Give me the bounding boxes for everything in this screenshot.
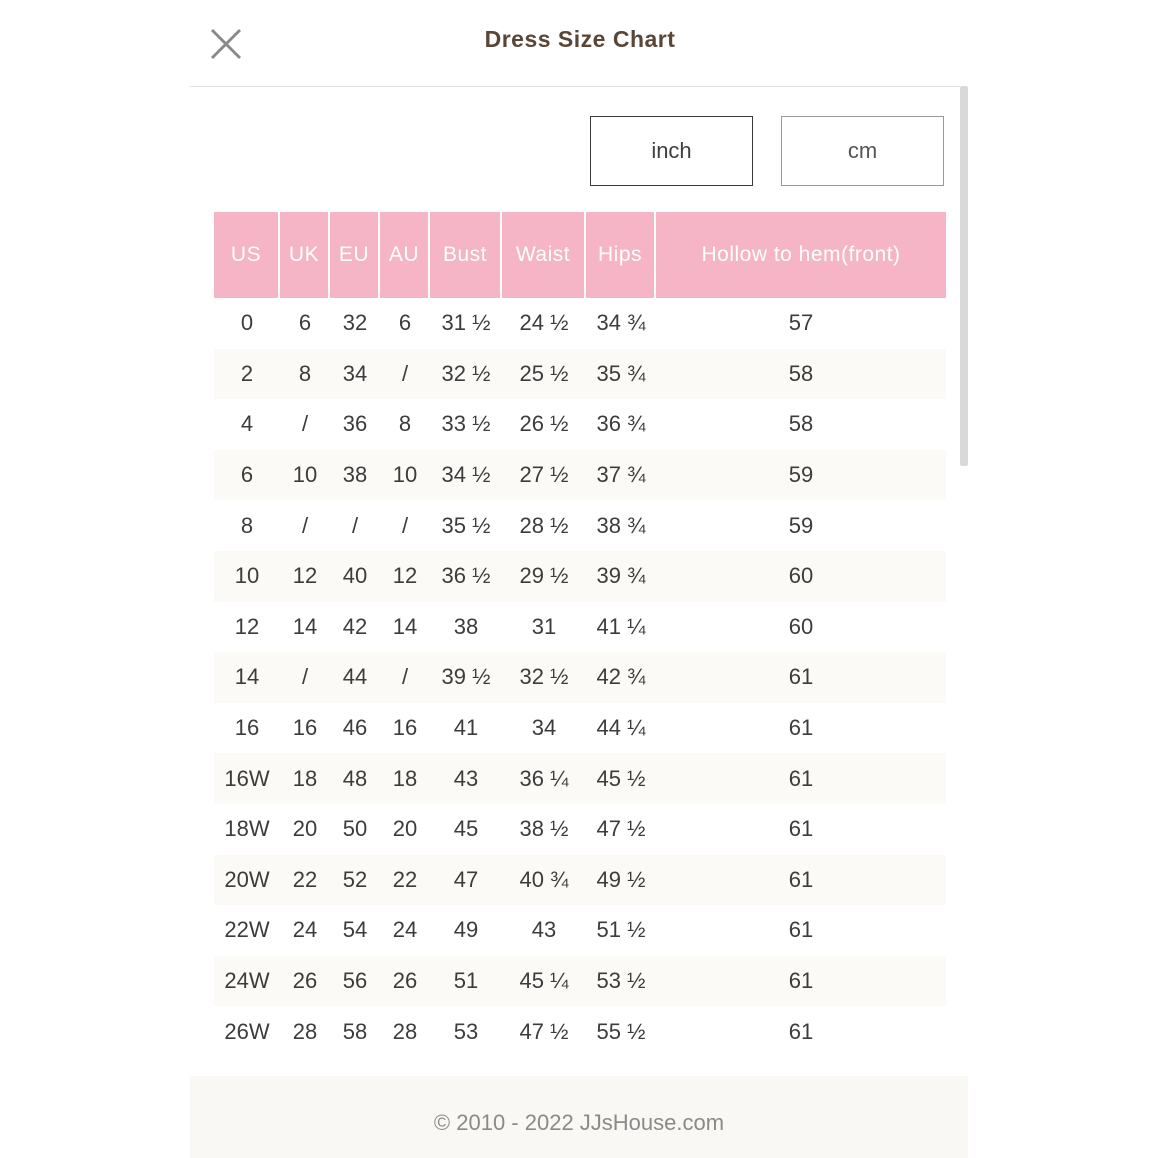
table-cell: 36 ½ bbox=[430, 551, 502, 602]
table-cell: 47 ½ bbox=[596, 816, 646, 842]
table-cell: 43 bbox=[531, 917, 557, 943]
footer bbox=[190, 1076, 968, 1158]
table-row bbox=[214, 399, 946, 450]
table-cell: 8 bbox=[398, 411, 412, 437]
table-cell: 46 bbox=[342, 715, 368, 741]
unit-inch-button[interactable]: inch bbox=[590, 116, 753, 186]
table-cell: 38 ½ bbox=[519, 816, 569, 842]
table-cell: 35 ½ bbox=[441, 512, 491, 538]
table-cell: 32 ½ bbox=[430, 349, 502, 400]
table-cell: 36 ¾ bbox=[596, 411, 646, 437]
table-row bbox=[214, 804, 946, 855]
table-cell: 50 bbox=[342, 816, 368, 842]
page-title: Dress Size Chart bbox=[484, 26, 676, 52]
table-cell: 12 bbox=[234, 613, 260, 639]
table-cell: 51 bbox=[430, 956, 502, 1007]
column-header: Bust bbox=[430, 212, 502, 298]
unit-cm-button[interactable]: cm bbox=[781, 116, 944, 186]
table-cell: / bbox=[380, 652, 430, 703]
table-cell: 33 ½ bbox=[441, 411, 491, 437]
table-row bbox=[214, 1006, 946, 1057]
table-cell: 61 bbox=[788, 816, 814, 842]
table-cell: 52 bbox=[330, 855, 380, 906]
table-cell: 58 bbox=[342, 1018, 368, 1044]
column-header: Hollow to hem(front) bbox=[656, 212, 946, 298]
table-cell: 59 bbox=[788, 512, 814, 538]
table-cell: 14 bbox=[292, 613, 318, 639]
table-cell: 49 ½ bbox=[586, 855, 656, 906]
table-row bbox=[214, 298, 946, 349]
table-cell: 28 bbox=[292, 1018, 318, 1044]
table-cell: 31 ½ bbox=[441, 310, 491, 336]
table-cell: 53 ½ bbox=[586, 956, 656, 1007]
table-row bbox=[214, 703, 946, 754]
table-cell: 61 bbox=[788, 917, 814, 943]
table-cell: 44 ¼ bbox=[596, 715, 646, 741]
size-chart-modal bbox=[190, 0, 968, 1158]
column-header: Hips bbox=[586, 212, 656, 298]
table-cell: 40 bbox=[330, 551, 380, 602]
table-cell: 53 bbox=[453, 1018, 479, 1044]
table-cell: / bbox=[351, 512, 359, 538]
table-cell: 37 ¾ bbox=[586, 450, 656, 501]
table-cell: / bbox=[380, 349, 430, 400]
table-cell: 41 ¼ bbox=[596, 613, 646, 639]
table-cell: 25 ½ bbox=[502, 349, 586, 400]
table-cell: 31 bbox=[531, 613, 557, 639]
table-cell: 24 bbox=[392, 917, 418, 943]
table-cell: 22 bbox=[280, 855, 330, 906]
table-cell: 61 bbox=[656, 652, 946, 703]
table-cell: 27 ½ bbox=[502, 450, 586, 501]
table-cell: 45 bbox=[453, 816, 479, 842]
table-body bbox=[214, 298, 946, 1057]
table-cell: 38 ¾ bbox=[596, 512, 646, 538]
table-row bbox=[214, 349, 946, 400]
table-cell: 22 bbox=[380, 855, 430, 906]
table-cell: 61 bbox=[656, 956, 946, 1007]
table-cell: / bbox=[401, 512, 409, 538]
column-header: UK bbox=[280, 212, 330, 298]
table-cell: 39 ½ bbox=[430, 652, 502, 703]
table-cell: 61 bbox=[656, 753, 946, 804]
table-cell: 38 bbox=[453, 613, 479, 639]
size-table bbox=[214, 212, 946, 1057]
table-cell: 24W bbox=[214, 956, 280, 1007]
table-cell: 57 bbox=[788, 310, 814, 336]
table-cell: 12 bbox=[380, 551, 430, 602]
table-cell: 8 bbox=[280, 349, 330, 400]
table-cell: 10 bbox=[280, 450, 330, 501]
table-cell: 51 ½ bbox=[596, 917, 646, 943]
table-cell: 35 ¾ bbox=[586, 349, 656, 400]
table-row bbox=[214, 956, 946, 1007]
table-cell: 34 bbox=[330, 349, 380, 400]
table-cell: 26W bbox=[224, 1018, 270, 1044]
table-cell: 58 bbox=[656, 349, 946, 400]
table-cell: 16 bbox=[392, 715, 418, 741]
table-cell: 4 bbox=[240, 411, 254, 437]
table-cell: 16 bbox=[234, 715, 260, 741]
table-cell: 26 ½ bbox=[519, 411, 569, 437]
table-cell: 12 bbox=[280, 551, 330, 602]
table-cell: 59 bbox=[656, 450, 946, 501]
table-cell: 61 bbox=[656, 855, 946, 906]
copyright-text: © 2010 - 2022 JJsHouse.com bbox=[433, 1110, 725, 1135]
table-cell: 60 bbox=[788, 613, 814, 639]
modal-header bbox=[190, 0, 960, 87]
column-header: US bbox=[214, 212, 280, 298]
table-cell: 38 bbox=[330, 450, 380, 501]
table-cell: 41 bbox=[453, 715, 479, 741]
table-cell: 47 bbox=[430, 855, 502, 906]
table-cell: 6 bbox=[398, 310, 412, 336]
table-cell: 34 ½ bbox=[430, 450, 502, 501]
table-cell: 48 bbox=[330, 753, 380, 804]
table-cell: 49 bbox=[453, 917, 479, 943]
table-cell: 47 ½ bbox=[519, 1018, 569, 1044]
table-cell: 61 bbox=[788, 1018, 814, 1044]
table-row bbox=[214, 753, 946, 804]
table-cell: 45 ½ bbox=[586, 753, 656, 804]
table-cell: / bbox=[280, 652, 330, 703]
table-cell: 32 ½ bbox=[502, 652, 586, 703]
table-cell: 16W bbox=[214, 753, 280, 804]
table-cell: 14 bbox=[392, 613, 418, 639]
table-cell: 36 bbox=[342, 411, 368, 437]
table-cell: / bbox=[301, 512, 309, 538]
table-cell: 54 bbox=[342, 917, 368, 943]
table-cell: 61 bbox=[788, 715, 814, 741]
table-cell: 18W bbox=[224, 816, 270, 842]
table-cell: 20 bbox=[292, 816, 318, 842]
table-cell: 24 ½ bbox=[519, 310, 569, 336]
table-row bbox=[214, 905, 946, 956]
table-cell: 10 bbox=[214, 551, 280, 602]
column-header: Waist bbox=[502, 212, 586, 298]
table-cell: 10 bbox=[380, 450, 430, 501]
table-cell: 24 bbox=[292, 917, 318, 943]
table-cell: 45 ¼ bbox=[502, 956, 586, 1007]
table-row bbox=[214, 500, 946, 551]
table-header-row bbox=[214, 212, 946, 298]
table-cell: 18 bbox=[280, 753, 330, 804]
table-cell: 44 bbox=[330, 652, 380, 703]
table-cell: 18 bbox=[380, 753, 430, 804]
table-cell: 6 bbox=[214, 450, 280, 501]
table-cell: / bbox=[301, 411, 309, 437]
table-cell: 36 ¼ bbox=[502, 753, 586, 804]
column-header: EU bbox=[330, 212, 380, 298]
table-cell: 8 bbox=[240, 512, 254, 538]
table-cell: 34 ¾ bbox=[596, 310, 646, 336]
table-cell: 20 bbox=[392, 816, 418, 842]
table-cell: 6 bbox=[298, 310, 312, 336]
table-cell: 32 bbox=[342, 310, 368, 336]
table-cell: 34 bbox=[531, 715, 557, 741]
table-cell: 26 bbox=[280, 956, 330, 1007]
table-row bbox=[214, 450, 946, 501]
table-cell: 39 ¾ bbox=[586, 551, 656, 602]
table-cell: 29 ½ bbox=[502, 551, 586, 602]
table-cell: 58 bbox=[788, 411, 814, 437]
table-row bbox=[214, 652, 946, 703]
table-row bbox=[214, 551, 946, 602]
table-cell: 55 ½ bbox=[596, 1018, 646, 1044]
table-cell: 28 ½ bbox=[519, 512, 569, 538]
table-cell: 42 bbox=[342, 613, 368, 639]
table-cell: 0 bbox=[240, 310, 254, 336]
table-cell: 40 ¾ bbox=[502, 855, 586, 906]
table-cell: 56 bbox=[330, 956, 380, 1007]
table-cell: 14 bbox=[214, 652, 280, 703]
table-cell: 60 bbox=[656, 551, 946, 602]
table-cell: 2 bbox=[214, 349, 280, 400]
table-row bbox=[214, 602, 946, 653]
table-cell: 20W bbox=[214, 855, 280, 906]
table-row bbox=[214, 855, 946, 906]
scrollbar[interactable] bbox=[960, 86, 968, 466]
table-cell: 16 bbox=[292, 715, 318, 741]
table-cell: 22W bbox=[224, 917, 270, 943]
table-cell: 26 bbox=[380, 956, 430, 1007]
table-cell: 28 bbox=[392, 1018, 418, 1044]
table-cell: 43 bbox=[430, 753, 502, 804]
column-header: AU bbox=[380, 212, 430, 298]
table-cell: 42 ¾ bbox=[586, 652, 656, 703]
